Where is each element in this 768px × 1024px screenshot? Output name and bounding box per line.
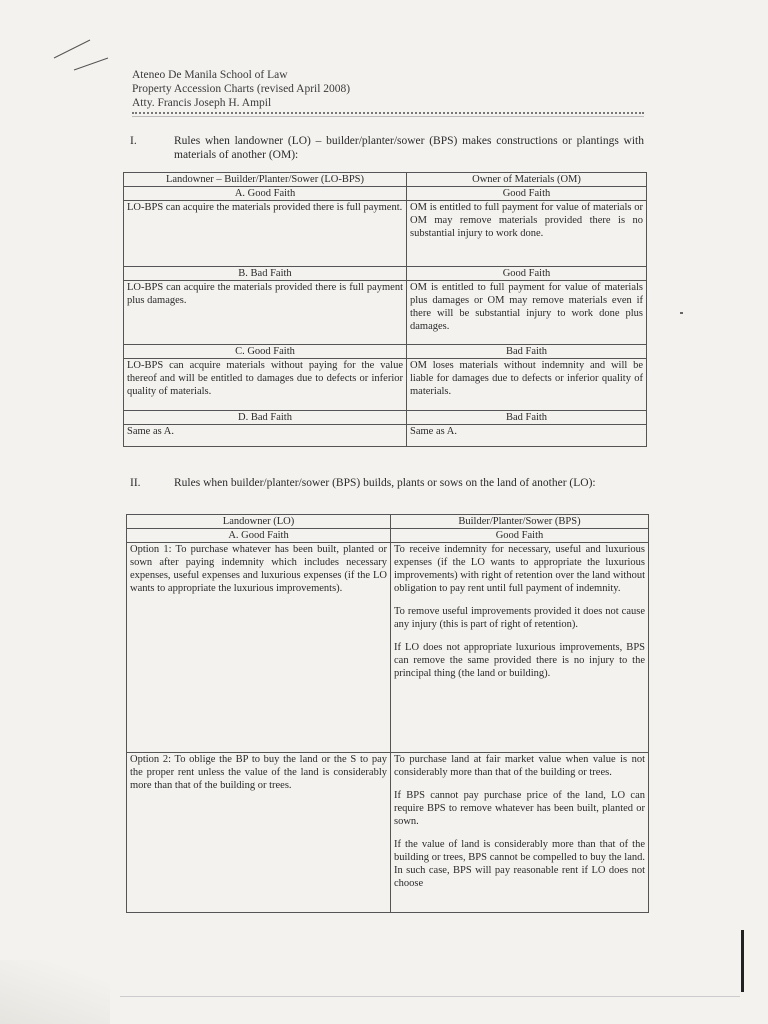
s2-col-header-left: Landowner (LO) [127,515,391,529]
section-1-number: I. [130,135,137,147]
s2-col-header-right: Builder/Planter/Sower (BPS) [391,515,649,529]
document-title: Property Accession Charts (revised April 2008) [132,83,351,95]
s1-row-d-right: Same as A. [407,425,647,447]
s2-option-1-right-para-3: If LO does not appropriate luxurious improvements, BPS can remove the same provided there is no injury to the principal thing (the land or building). [394,642,645,679]
pen-stroke-mark [52,36,112,76]
s1-col-header-left: Landowner – Builder/Planter/Sower (LO-BPS) [124,173,407,187]
section-2-number: II. [130,477,141,489]
s1-row-b-left-head: B. Bad Faith [124,267,407,281]
section-1-text: Rules when landowner (LO) – builder/planter/sower (BPS) makes constructions or plantings with materials of another (OM): [174,135,644,161]
s1-row-c-right-head: Bad Faith [407,345,647,359]
s1-row-d-right-head: Bad Faith [407,411,647,425]
s1-row-a-right: OM is entitled to full payment for value of materials or OM may remove materials provided there is no substantial injury to work done. [407,201,647,267]
header-divider [132,112,644,114]
s1-row-a-right-head: Good Faith [407,187,647,201]
scan-edge-mark [741,930,744,992]
section-1-heading [130,134,650,164]
s1-col-header-right: Owner of Materials (OM) [407,173,647,187]
section-2-table [126,514,649,913]
s1-row-c-right: OM loses materials without indemnity and will be liable for damages due to defects or inferior quality of materials. [407,359,647,411]
school-name: Ateneo De Manila School of Law [132,69,288,81]
s1-row-d-left-head: D. Bad Faith [124,411,407,425]
author-name: Atty. Francis Joseph H. Ampil [132,97,272,109]
section-1-table [123,172,647,447]
s1-row-d-left: Same as A. [124,425,407,447]
s2-right-head: Good Faith [391,529,649,543]
s1-row-a-left: LO-BPS can acquire the materials provided there is full payment. [124,201,407,267]
scan-corner-shade [0,960,110,1024]
s2-left-head: A. Good Faith [127,529,391,543]
header-divider-underline [132,116,644,117]
s1-row-c-left: LO-BPS can acquire materials without paying for the value thereof and will be entitled to damages due to defects or inferior quality of materials. [124,359,407,411]
s2-option-2-right-para-2: If BPS cannot pay purchase price of the land, LO can require BPS to remove whatever has been built, planted or sown. [394,790,645,827]
s2-option-2-left: Option 2: To oblige the BP to buy the land or the S to pay the proper rent unless the value of the land is considerably more than that of the building or trees. [127,753,391,913]
scan-speck [680,312,683,314]
s1-row-a-left-head: A. Good Faith [124,187,407,201]
s1-row-b-left: LO-BPS can acquire the materials provided there is full payment plus damages. [124,281,407,345]
section-2-heading [130,476,650,506]
s2-option-2-right [391,753,649,913]
s1-row-b-right: OM is entitled to full payment for value of materials plus damages or OM may remove materials even if there will be substantial injury to work done plus damages. [407,281,647,345]
s1-row-b-right-head: Good Faith [407,267,647,281]
s2-option-2-right-para-1: To purchase land at fair market value when value is not considerably more than that of the building or trees. [394,754,645,778]
s2-option-1-right [391,543,649,753]
s1-row-c-left-head: C. Good Faith [124,345,407,359]
page-bottom-line [120,996,740,997]
s2-option-1-left: Option 1: To purchase whatever has been built, planted or sown after paying indemnity which includes necessary expenses, useful expenses and luxurious expenses (if the LO wants to appropriate the luxurious improvements). [127,543,391,753]
s2-option-1-right-para-1: To receive indemnity for necessary, useful and luxurious expenses (if the LO wants to appropriate the luxurious improvements) with right of retention over the land without obligation to pay rent until full payment of indemnity. [394,544,645,594]
section-2-text: Rules when builder/planter/sower (BPS) builds, plants or sows on the land of another (LO): [174,477,596,489]
s2-option-2-right-para-3: If the value of land is considerably more than that of the building or trees, BPS cannot be compelled to buy the land. In such case, BPS will pay reasonable rent if LO does not choose [394,839,645,889]
s2-option-1-right-para-2: To remove useful improvements provided it does not cause any injury (this is part of right of retention). [394,606,645,630]
document-header [132,68,350,110]
